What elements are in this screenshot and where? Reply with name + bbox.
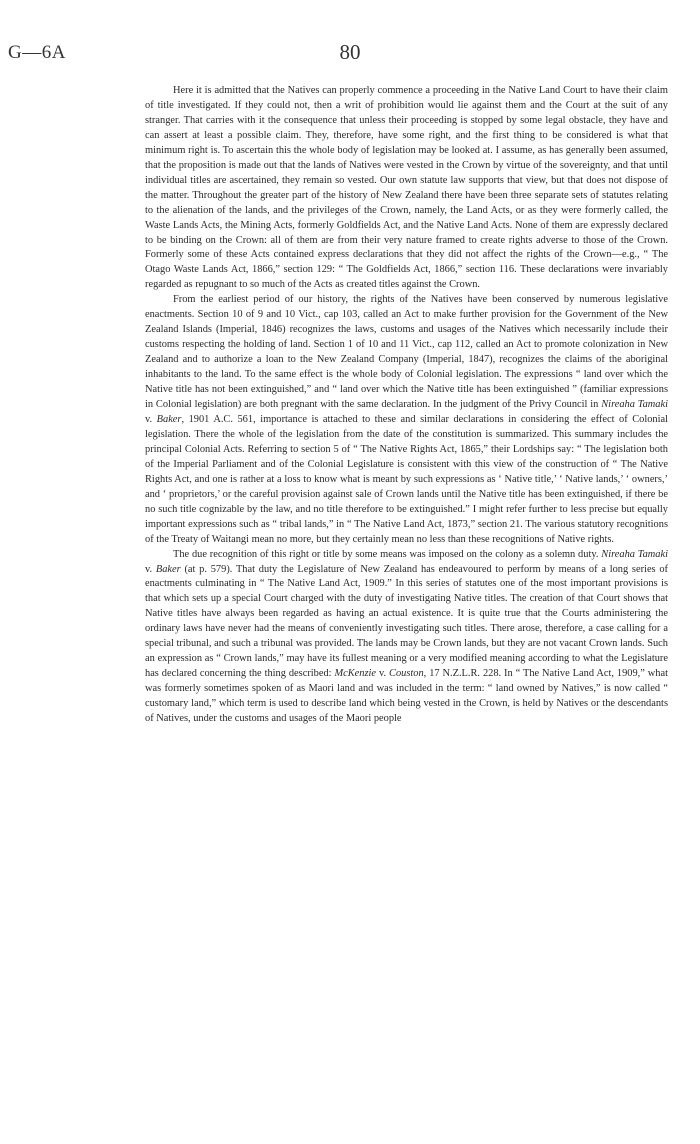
document-reference: G—6A	[8, 42, 66, 63]
paragraph-text: Here it is admitted that the Natives can properly commence a proceeding in the Native Land Court to have their claim of title investigated. If they could not, then a writ of prohibition would lie against them and the Court at the suit of any stranger. That carries with it the consequence that unless their proceeding is stopped by some legal obstacle, they have and can assert at least a possible claim. They, therefore, have some right, and the first thing to be considered is what that minimum right is. To ascertain this the whole body of legislation may be looked at. I assume, as has generally been assumed, that the proposition is made out that the lands of Natives were vested in the Crown by virtue of the sovereignty, and that until individual titles are ascertained, they remain so vested. Our own statute law supports that view, but that does not dispose of the matter. Throughout the greater part of the history of New Zealand there have been three separate sets of statutes relating to the alienation of the lands, and the privileges of the Crown, namely, the Land Acts, or as they were formerly called, the Waste Lands Acts, the Mining Acts, formerly Goldfields Act, and the Native Land Acts. None of them are expressly declared to be binding on the Crown: all of them are from their very nature framed to create rights adverse to those of the Crown. Formerly some of these Acts contained express declarations that they did not affect the rights of the Crown—e.g., “ The Otago Waste Lands Act, 1866,” section 129: “ The Goldfields Act, 1866,” section 116. These declarations were invariably regarded as repugnant to so much of the Acts as created titles against the Crown.	[145, 85, 668, 291]
paragraph	[145, 84, 668, 293]
case-name: Nireaha Tamaki	[601, 548, 668, 560]
case-name: Couston	[389, 668, 424, 680]
paragraph-text: v.	[145, 413, 157, 425]
paragraph-text: v.	[376, 668, 390, 680]
paragraph	[145, 548, 668, 727]
paragraph-text: , 1901 A.C. 561, importance is attached to these and similar declarations in considering the effect of Colonial legislation. There the whole of the legislation from the date of the constitution is summarized. This summary includes the principal Colonial Acts. Referring to section 5 of “ The Native Rights Act, 1865,” their Lordships say: “ The legislation both of the Imperial Parliament and of the Colonial Legislature is consistent with this view of the construction of “ The Native Rights Act, and one is rather at a loss to know what is meant by such expressions as ‘ Native title,’ ‘ Native lands,’ ‘ owners,’ and ‘ proprietors,’ or the careful provision against sale of Crown lands until the Native title has been extinguished, if there be no such title cognizable by the law, and no title therefore to be extinguished.” I might refer further to less precise but equally important expressions such as “ tribal lands,” in “ The Native Land Act, 1873,” section 21. The various statutory recognitions of the Treaty of Waitangi mean no more, but they certainly mean no less than these recognitions of Native rights.	[145, 413, 669, 545]
paragraph-text: The due recognition of this right or title by some means was imposed on the colony as a solemn duty.	[173, 548, 602, 560]
paragraph-text: , 17 N.Z.L.R. 228. In “ The Native Land Act, 1909,” what was formerly sometimes spoken of as Maori land and was included in the term: “ land owned by Natives,” is now called “ customary land,” which term is used to describe land which being vested in the Crown, is held by Natives or the descendants of Natives, under the customs and usages of the Maori people	[145, 668, 668, 725]
paragraph-text: (at p. 579). That duty the Legislature of New Zealand has endeavoured to perform by means of a long series of enactments culminating in “ The Native Land Act, 1909.” In this series of statutes one of the most important provisions is that which sets up a special Court charged with the duty of investigating Native titles. The creation of that Court shows that Native titles have always been regarded as having an actual existence. It is quite true that the Courts administering the ordinary laws have never had the means of conveniently investigating such titles. There arose, therefore, a case calling for a special tribunal, and such a tribunal was provided. The lands may be Crown lands, but they are not vacant Crown lands. Such an expression as “ Crown lands,” may have its fullest meaning or a very modified meaning according to what the Legislature has declared concerning the thing described:	[145, 563, 669, 680]
case-name: Nireaha Tamaki	[601, 399, 668, 411]
case-name: McKenzie	[334, 668, 377, 680]
page-number: 80	[339, 40, 361, 64]
case-name: Baker	[156, 413, 182, 425]
body-text	[145, 84, 668, 727]
case-name: Baker	[155, 563, 181, 575]
paragraph	[145, 293, 668, 547]
paragraph-text: v.	[145, 563, 156, 575]
paragraph-text: From the earliest period of our history, the rights of the Natives have been conserved by numerous legislative enactments. Section 10 of 9 and 10 Vict., cap 103, called an Act to make further provision for the Government of the New Zealand Islands (Imperial, 1846) recognizes the laws, customs and usages of the Natives which necessarily include their customs respecting the holding of land. Section 1 of 10 and 11 Vict., cap 112, called an Act to promote colonization in New Zealand and to authorize a loan to the New Zealand Company (Imperial, 1847), recognizes the claims of the aboriginal inhabitants to the land. To the same effect is the whole body of Colonial legislation. The expressions “ land over which the Native title has not been extinguished,” and “ land over which the Native title has been extinguished ” (familiar expressions in Colonial legislation) are both pregnant with the same declaration. In the judgment of the Privy Council in	[145, 294, 668, 411]
